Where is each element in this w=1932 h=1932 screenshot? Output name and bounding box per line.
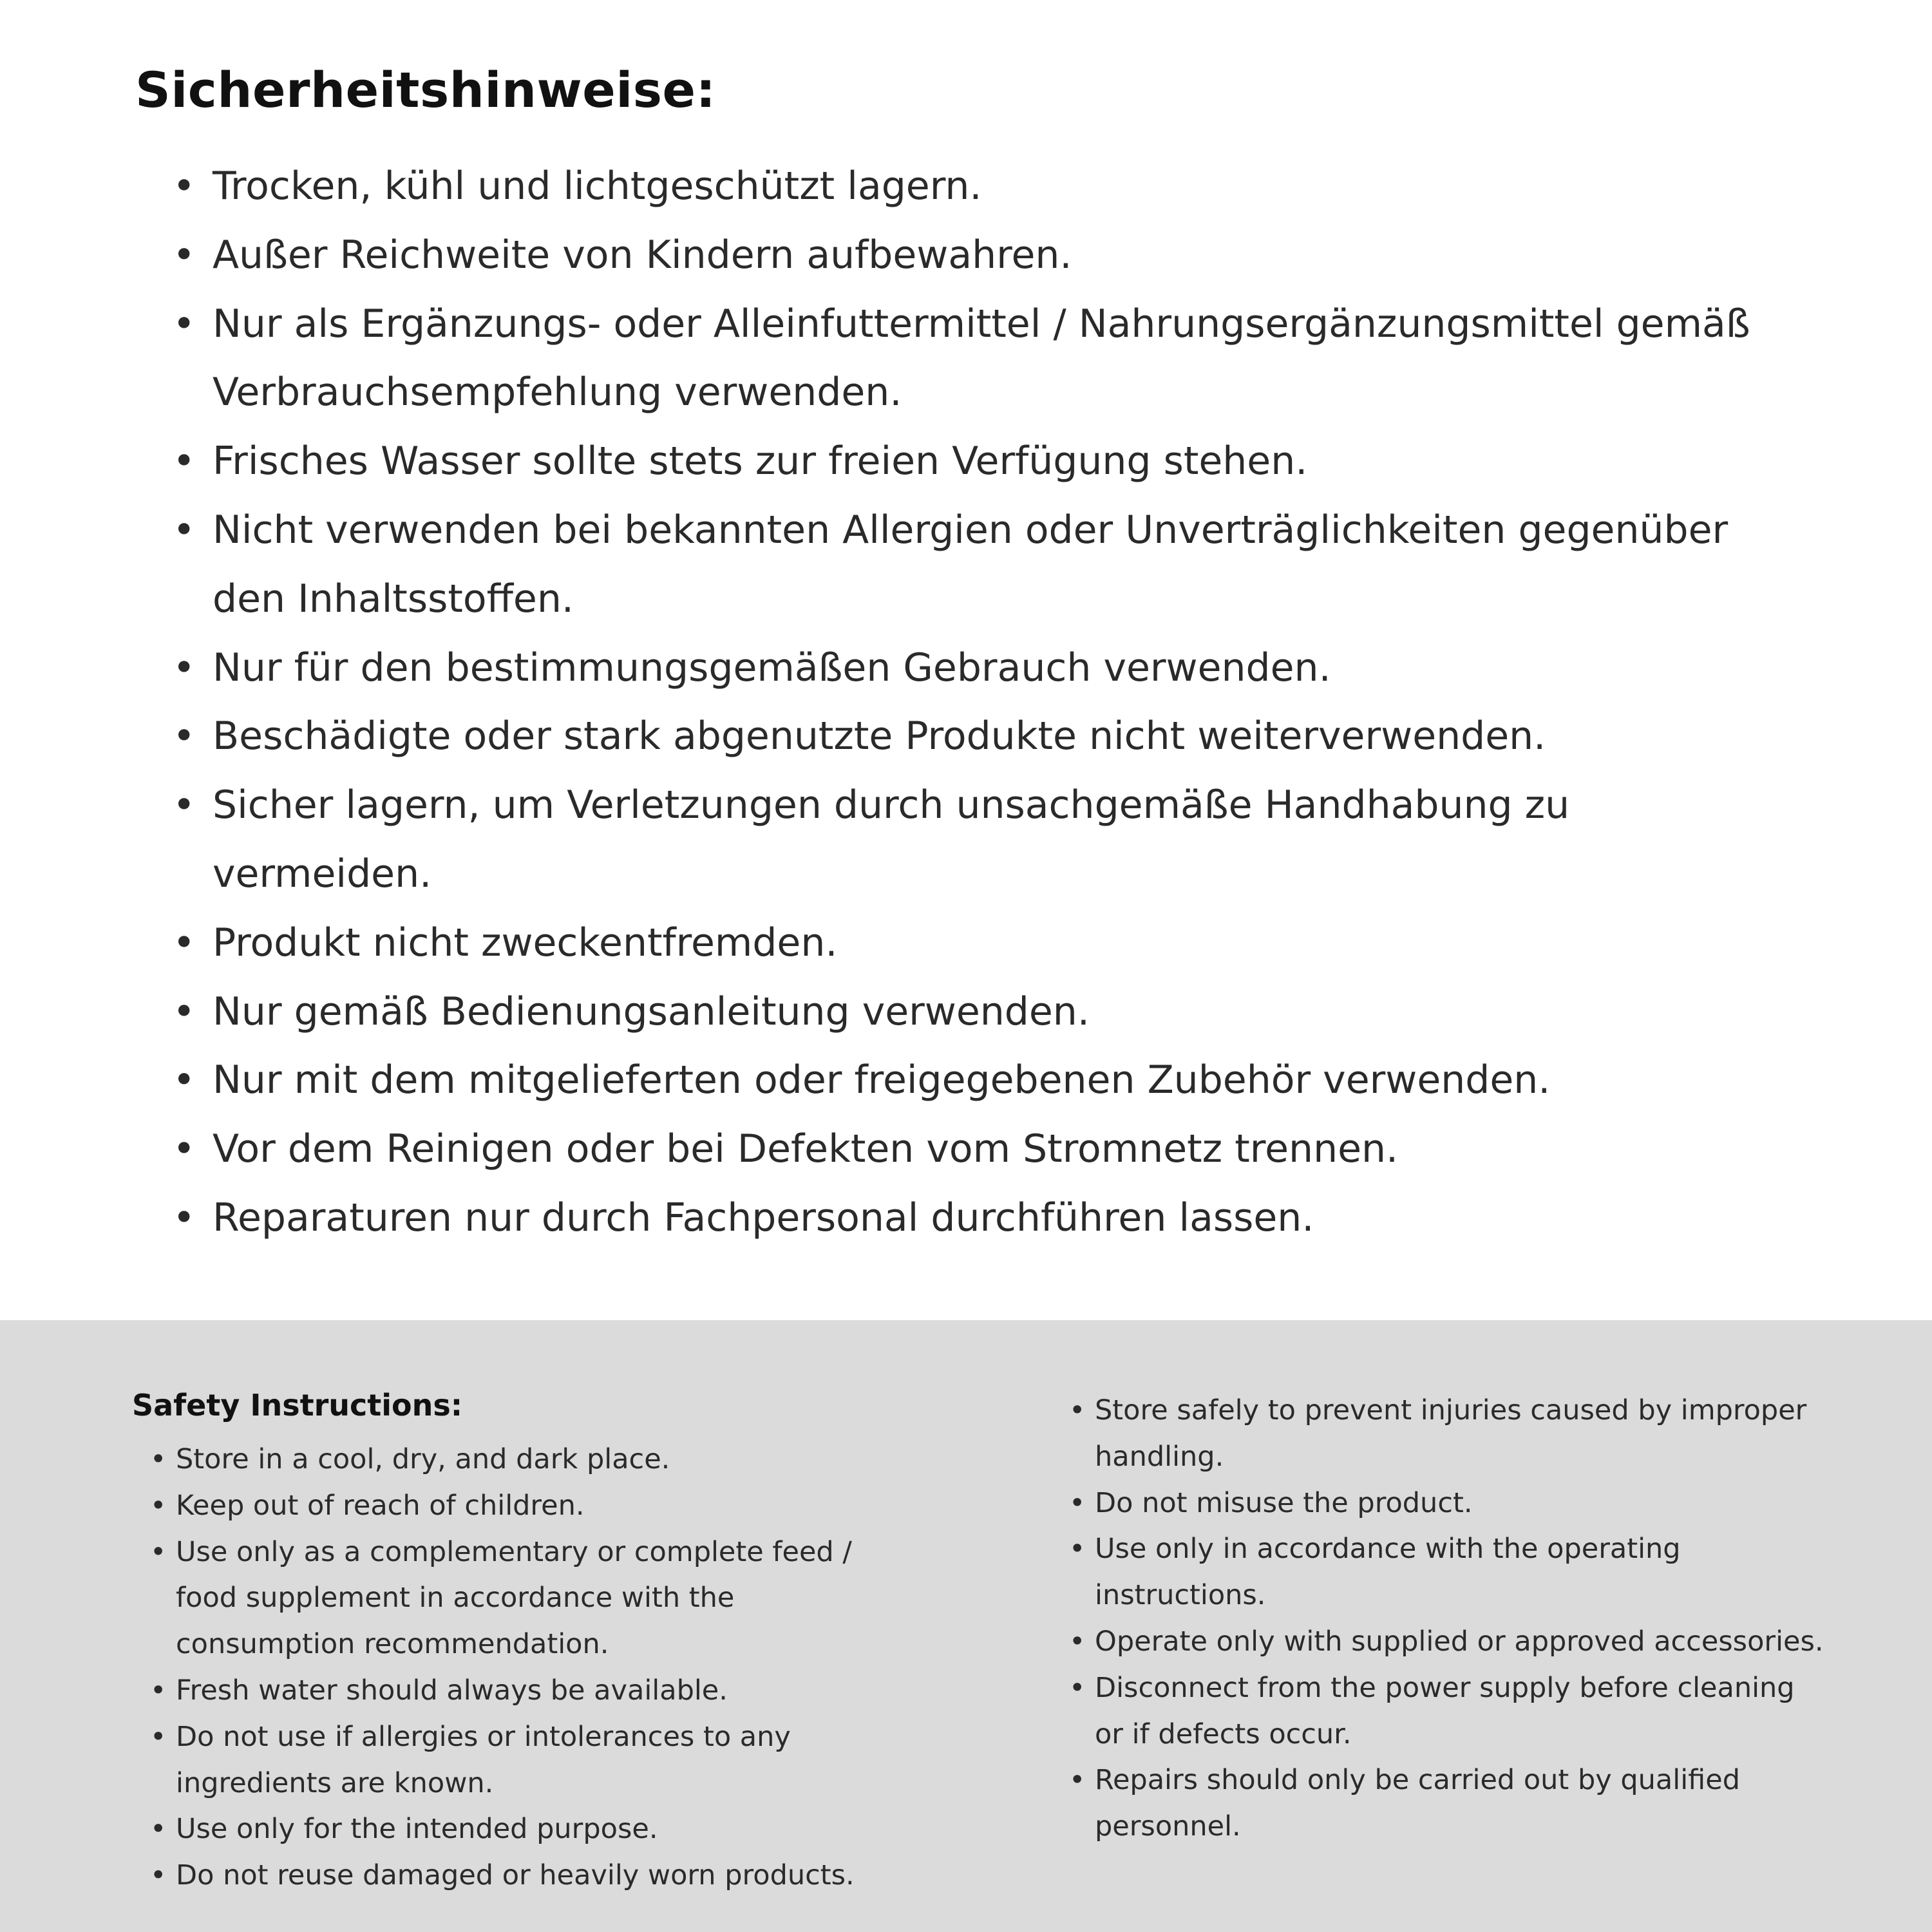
bullet-item — [1069, 1526, 1829, 1619]
bullet-icon: • — [1069, 1764, 1086, 1797]
bullet-icon: • — [173, 232, 196, 278]
bullet-item — [173, 290, 1784, 428]
bullet-item — [173, 1184, 1784, 1253]
bullet-item — [173, 702, 1784, 771]
bullet-item — [1069, 1481, 1829, 1527]
item-text: Nicht verwenden bei bekannten Allergien oder Unverträglichkeiten gegenüber den Inhaltsstoffen. — [213, 507, 1728, 621]
bullet-icon: • — [173, 439, 196, 484]
bullet-item — [173, 427, 1784, 496]
item-text: Fresh water should always be available. — [176, 1674, 728, 1707]
bullet-icon: • — [150, 1443, 167, 1475]
bullet-item — [150, 1530, 898, 1668]
item-text: Store safely to prevent injuries caused by improper handling. — [1095, 1394, 1807, 1473]
item-text: Store in a cool, dry, and dark place. — [176, 1443, 670, 1475]
item-text: Frisches Wasser sollte stets zur freien Verfügung stehen. — [213, 439, 1308, 484]
bullet-item — [150, 1668, 898, 1714]
bullet-icon: • — [1069, 1486, 1086, 1519]
bullet-item — [1069, 1619, 1829, 1665]
bullet-item — [173, 634, 1784, 703]
bullet-icon: • — [173, 782, 196, 828]
item-text: Produkt nicht zweckentfremden. — [213, 920, 838, 965]
bullet-item — [150, 1853, 898, 1899]
bullet-icon: • — [173, 507, 196, 553]
bullet-item — [173, 221, 1784, 290]
bullet-icon: • — [150, 1859, 167, 1892]
bullet-icon: • — [1069, 1533, 1086, 1566]
item-text: Use only as a complementary or complete feed / food supplement in accordance with the consumption recommendation. — [176, 1535, 852, 1661]
item-text: Do not reuse damaged or heavily worn products. — [176, 1859, 855, 1892]
english-left-list — [132, 1437, 898, 1899]
item-text: Disconnect from the power supply before cleaning or if defects occur. — [1095, 1671, 1795, 1750]
item-text: Nur mit dem mitgelieferten oder freigegebenen Zubehör verwenden. — [213, 1057, 1551, 1103]
bullet-icon: • — [150, 1489, 167, 1522]
english-right-column — [1069, 1388, 1829, 1932]
bullet-item — [173, 152, 1784, 221]
bullet-icon: • — [150, 1535, 167, 1568]
bullet-item — [173, 1046, 1784, 1115]
bullet-item — [173, 978, 1784, 1046]
bullet-icon: • — [150, 1674, 167, 1707]
item-text: Nur als Ergänzungs- oder Alleinfuttermittel / Nahrungsergänzungsmittel gemäß Verbrauchsempfehlung verwenden. — [213, 301, 1750, 415]
bullet-icon: • — [173, 920, 196, 965]
item-text: Use only in accordance with the operating instructions. — [1095, 1533, 1681, 1612]
item-text: Nur für den bestimmungsgemäßen Gebrauch verwenden. — [213, 645, 1331, 690]
bullet-item — [150, 1806, 898, 1853]
item-text: Do not misuse the product. — [1095, 1486, 1473, 1519]
bullet-icon: • — [173, 1195, 196, 1240]
item-text: Reparaturen nur durch Fachpersonal durchführen lassen. — [213, 1195, 1314, 1240]
bullet-icon: • — [1069, 1625, 1086, 1658]
bullet-item — [1069, 1665, 1829, 1758]
bullet-icon: • — [1069, 1671, 1086, 1704]
bullet-icon: • — [173, 989, 196, 1034]
item-text: Repairs should only be carried out by qualified personnel. — [1095, 1764, 1740, 1843]
item-text: Nur gemäß Bedienungsanleitung verwenden. — [213, 989, 1090, 1034]
item-text: Use only for the intended purpose. — [176, 1813, 658, 1846]
bullet-item — [150, 1483, 898, 1530]
bullet-item — [173, 771, 1784, 909]
bullet-icon: • — [173, 714, 196, 759]
bullet-item — [173, 496, 1784, 634]
english-right-list — [1069, 1388, 1829, 1850]
bullet-item — [150, 1714, 898, 1807]
bullet-icon: • — [173, 1057, 196, 1103]
bullet-icon: • — [173, 301, 196, 346]
item-text: Keep out of reach of children. — [176, 1489, 585, 1522]
english-left-column — [132, 1388, 898, 1932]
item-text: Beschädigte oder stark abgenutzte Produkte nicht weiterverwenden. — [213, 714, 1546, 759]
bullet-icon: • — [173, 164, 196, 209]
german-safety-list — [135, 152, 1784, 1253]
item-text: Vor dem Reinigen oder bei Defekten vom Stromnetz trennen. — [213, 1126, 1399, 1172]
item-text: Sicher lagern, um Verletzungen durch unsachgemäße Handhabung zu vermeiden. — [213, 782, 1570, 896]
english-title: Safety Instructions: — [132, 1388, 463, 1423]
bullet-icon: • — [150, 1720, 167, 1753]
bullet-icon: • — [1069, 1394, 1086, 1426]
bullet-icon: • — [173, 645, 196, 690]
english-section — [0, 1320, 1932, 1932]
bullet-icon: • — [173, 1126, 196, 1172]
item-text: Operate only with supplied or approved accessories. — [1095, 1625, 1824, 1658]
bullet-item — [1069, 1757, 1829, 1850]
bullet-item — [173, 909, 1784, 978]
bullet-item — [173, 1115, 1784, 1184]
item-text: Außer Reichweite von Kindern aufbewahren. — [213, 232, 1072, 278]
item-text: Do not use if allergies or intolerances to any ingredients are known. — [176, 1720, 791, 1799]
bullet-item — [1069, 1388, 1829, 1481]
bullet-icon: • — [150, 1813, 167, 1846]
item-text: Trocken, kühl und lichtgeschützt lagern. — [213, 164, 982, 209]
bullet-item — [150, 1437, 898, 1483]
german-title: Sicherheitshinweise: — [135, 61, 716, 118]
